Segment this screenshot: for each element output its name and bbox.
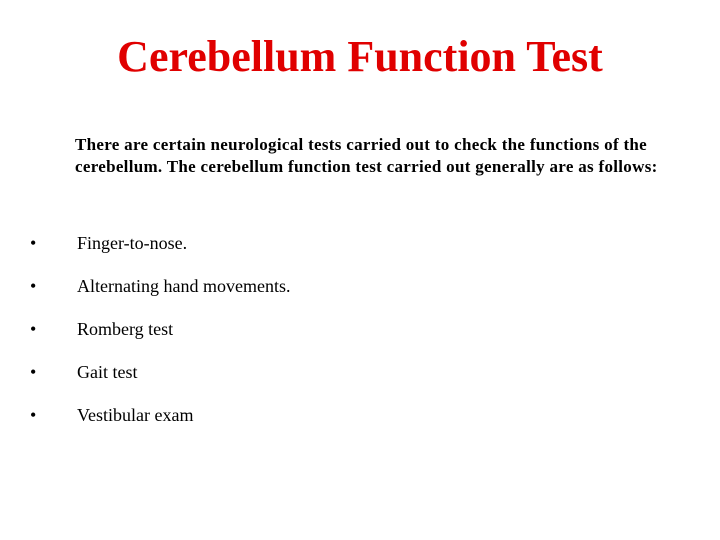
bullet-icon: • — [30, 233, 37, 253]
list-item — [30, 361, 290, 404]
list-item — [30, 404, 290, 447]
intro-paragraph: There are certain neurological tests carried out to check the functions of the cerebellum. The cerebellum function test carried out generally are as follows: — [75, 135, 658, 176]
list-item — [30, 275, 290, 318]
list-item-text: Alternating hand movements. — [77, 276, 291, 296]
list-item-text: Vestibular exam — [77, 405, 194, 425]
bullet-list — [30, 232, 290, 447]
list-item — [30, 232, 290, 275]
bullet-icon: • — [30, 276, 37, 296]
bullet-icon: • — [30, 405, 37, 425]
list-item-text: Gait test — [77, 362, 138, 382]
list-item-text: Romberg test — [77, 319, 174, 339]
bullet-icon: • — [30, 319, 37, 339]
bullet-icon: • — [30, 362, 37, 382]
list-item — [30, 318, 290, 361]
slide-title: Cerebellum Function Test — [117, 32, 603, 81]
list-item-text: Finger-to-nose. — [77, 233, 188, 253]
